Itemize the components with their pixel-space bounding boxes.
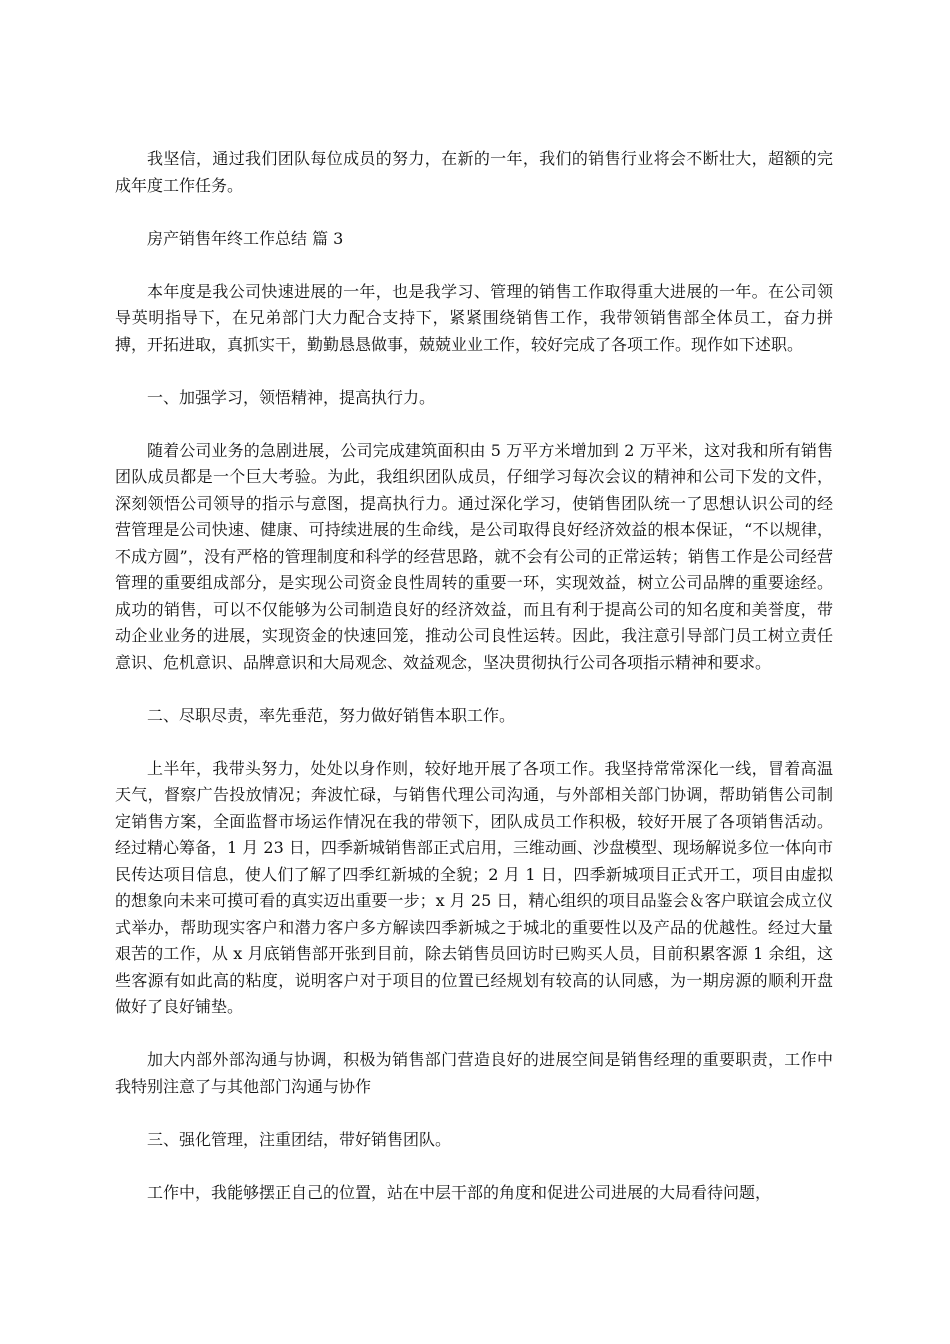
heading-three: 三、强化管理，注重团结，带好销售团队。: [147, 1129, 452, 1149]
paragraph-management: 工作中，我能够摆正自己的位置，站在中层干部的角度和促进公司进展的大局看待问题，: [147, 1182, 772, 1202]
intro-paragraph: 本年度是我公司快速进展的一年，也是我学习、管理的销售工作取得重大进展的一年。在公司领导英明指导下，在兄弟部门大力配合支持下，紧紧围绕销售工作，我带领销售部全体员工，奋力拼搏，开拓进取，真抓实干，勤勤恳恳做事，兢兢业业工作，较好完成了各项工作。现作如下述职。: [115, 281, 833, 354]
paragraph-study: 随着公司业务的急剧进展，公司完成建筑面积由 5 万平方米增加到 2 万平米，这对我和所有销售团队成员都是一个巨大考验。为此，我组织团队成员，仔细学习每次会议的精神和公司下发的文件，深刻领悟公司领导的指示与意图，提高执行力。通过深化学习，使销售团队统一了思想认识公司的经营管理是公司快速、健康、可持续进展的生命线，是公司取得良好经济效益的根本保证，“不以规律，不成方圆”，没有严格的管理制度和科学的经营思路，就不会有公司的正常运转；销售工作是公司经营管理的重要组成部分，是实现公司资金良性周转的重要一环，实现效益，树立公司品牌的重要途经。成功的销售，可以不仅能够为公司制造良好的经济效益，而且有利于提高公司的知名度和美誉度，带动企业业务的进展，实现资金的快速回笼，推动公司良性运转。因此，我注意引导部门员工树立责任意识、危机意识、品牌意识和大局观念、效益观念，坚决贯彻执行公司各项指示精神和要求。: [115, 440, 833, 672]
heading-one: 一、加强学习，领悟精神，提高执行力。: [147, 387, 436, 407]
paragraph-communication: 加大内部外部沟通与协调，积极为销售部门营造良好的进展空间是销售经理的重要职责，工作中我特别注意了与其他部门沟通与协作: [115, 1050, 833, 1096]
heading-two: 二、尽职尽责，率先垂范，努力做好销售本职工作。: [147, 705, 516, 725]
section-title: 房产销售年终工作总结 篇 3: [147, 228, 344, 248]
closing-paragraph: 我坚信，通过我们团队每位成员的努力，在新的一年，我们的销售行业将会不断壮大，超额的完成年度工作任务。: [115, 149, 833, 195]
paragraph-first-half: 上半年，我带头努力，处处以身作则，较好地开展了各项工作。我坚持常常深化一线，冒着高温天气，督察广告投放情况；奔波忙碌，与销售代理公司沟通，与外部相关部门协调，帮助销售公司制定销售方案，全面监督市场运作情况在我的带领下，团队成员工作积极，较好开展了各项销售活动。经过精心筹备，1 月 23 日，四季新城销售部正式启用，三维动画、沙盘模型、现场解说多位一体向市民传达项目信息，使人们了解了四季红新城的全貌；2 月 1 日，四季新城项目正式开工，项目由虚拟的想象向未来可摸可看的真实迈出重要一步；x 月 25 日，精心组织的项目品鉴会＆客户联谊会成立仪式举办，帮助现实客户和潜力客户多方解读四季新城之于城北的重要性以及产品的优越性。经过大量艰苦的工作，从 x 月底销售部开张到目前，除去销售员回访时已购买人员，目前积累客源 1 余组，这些客源有如此高的粘度，说明客户对于项目的位置已经规划有较高的认同感，为一期房源的顺利开盘做好了良好铺垫。: [115, 758, 833, 1016]
document-page: [115, 146, 833, 1233]
